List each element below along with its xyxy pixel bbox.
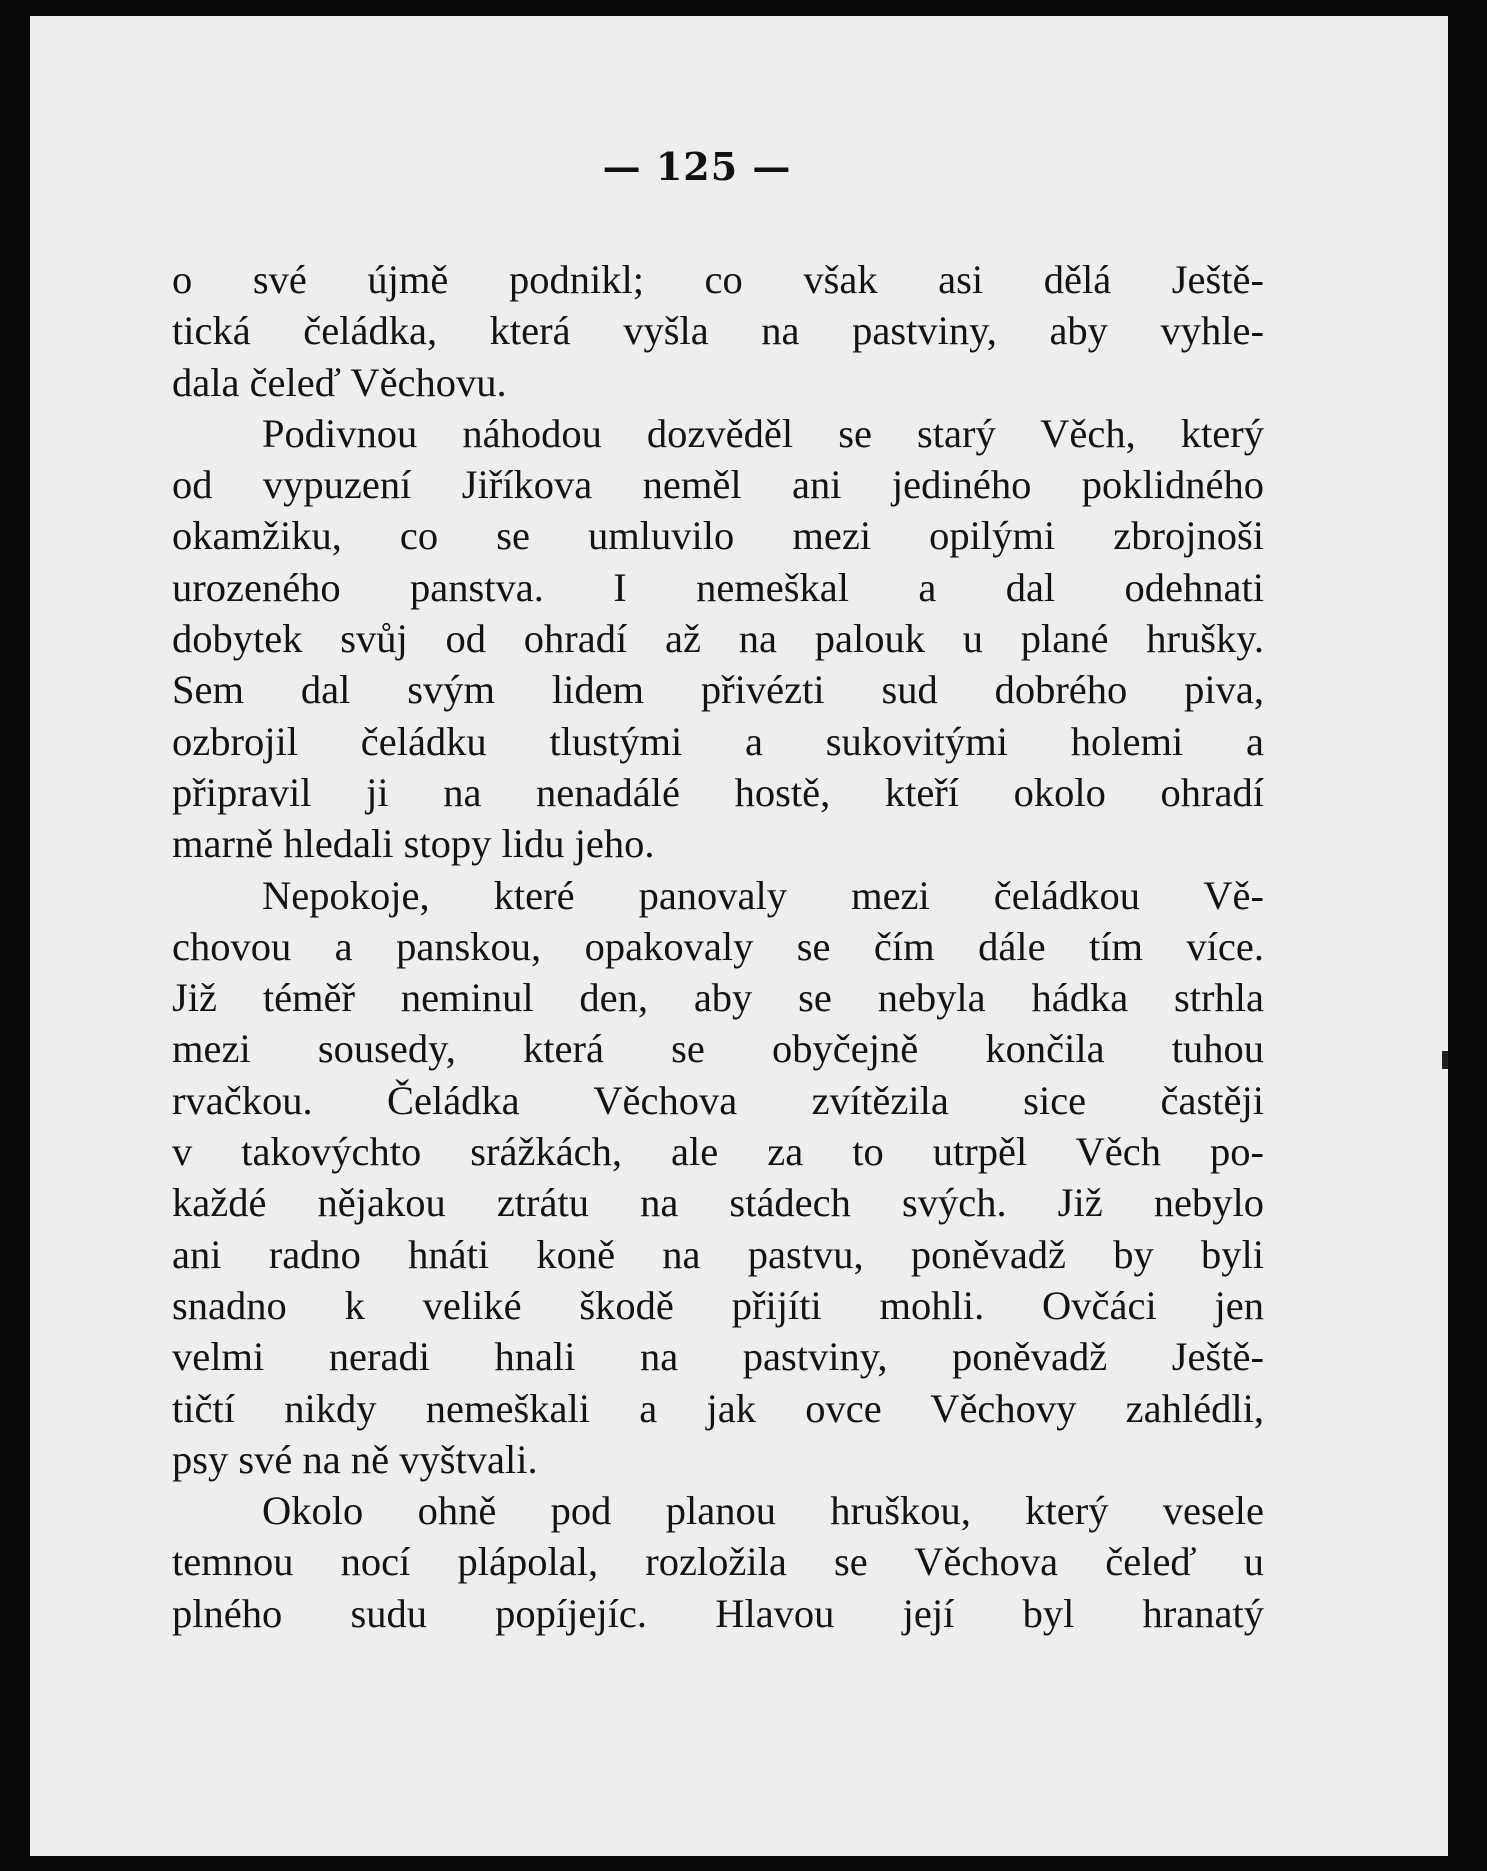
text-line: okamžiku, co se umluvilo mezi opilými zbrojnoši [172,513,1264,559]
page-number: — 125 — [602,144,792,189]
text-line: Nepokoje, které panovaly mezi čeládkou Vě- [262,872,1264,918]
text-line: rvačkou. Čeládka Věchova zvítězila sice častěji [172,1077,1264,1123]
text-line: v takovýchto srážkách, ale za to utrpěl Věch po- [172,1129,1264,1175]
text-line: mezi sousedy, která se obyčejně končila tuhou [172,1026,1264,1072]
text-line: dala čeleď Věchovu. [172,359,507,405]
text-line: snadno k veliké škodě přijíti mohli. Ovčáci jen [172,1282,1264,1328]
text-line: Podivnou náhodou dozvěděl se starý Věch, který [262,410,1264,456]
text-line: ozbrojil čeládku tlustými a sukovitými holemi a [172,718,1264,764]
page-edge-mark [1442,1051,1448,1069]
text-line: Okolo ohně pod planou hruškou, který vesele [262,1488,1264,1534]
text-line: každé nějakou ztrátu na stádech svých. Již nebylo [172,1180,1264,1226]
text-line: Sem dal svým lidem přivézti sud dobrého piva, [172,667,1264,713]
text-line: velmi neradi hnali na pastviny, poněvadž Ještě- [172,1334,1264,1380]
text-line: tická čeládka, která vyšla na pastviny, aby vyhle- [172,308,1264,354]
text-line: temnou nocí plápolal, rozložila se Věchova čeleď u [172,1539,1264,1585]
text-line: od vypuzení Jiříkova neměl ani jediného poklidného [172,462,1264,508]
text-line: o své újmě podnikl; co však asi dělá Ještě- [172,257,1264,302]
text-line: chovou a panskou, opakovaly se čím dále tím více. [172,923,1264,969]
text-line: tičtí nikdy nemeškali a jak ovce Věchovy zahlédli, [172,1385,1264,1431]
text-line: ani radno hnáti koně na pastvu, poněvadž by byli [172,1231,1264,1277]
text-line: psy své na ně vyštvali. [172,1436,538,1482]
text-line: připravil ji na nenadálé hostě, kteří okolo ohradí [172,769,1264,815]
text-line: marně hledali stopy lidu jeho. [172,821,655,867]
text-line: Již téměř neminul den, aby se nebyla hádka strhla [172,975,1264,1021]
book-page [30,16,1448,1856]
text-line: dobytek svůj od ohradí až na palouk u plané hrušky. [172,616,1264,662]
body-text [172,254,1264,1639]
text-line: plného sudu popíjejíc. Hlavou její byl hranatý [172,1590,1264,1636]
text-line: urozeného panstva. I nemeškal a dal odehnati [172,564,1264,610]
